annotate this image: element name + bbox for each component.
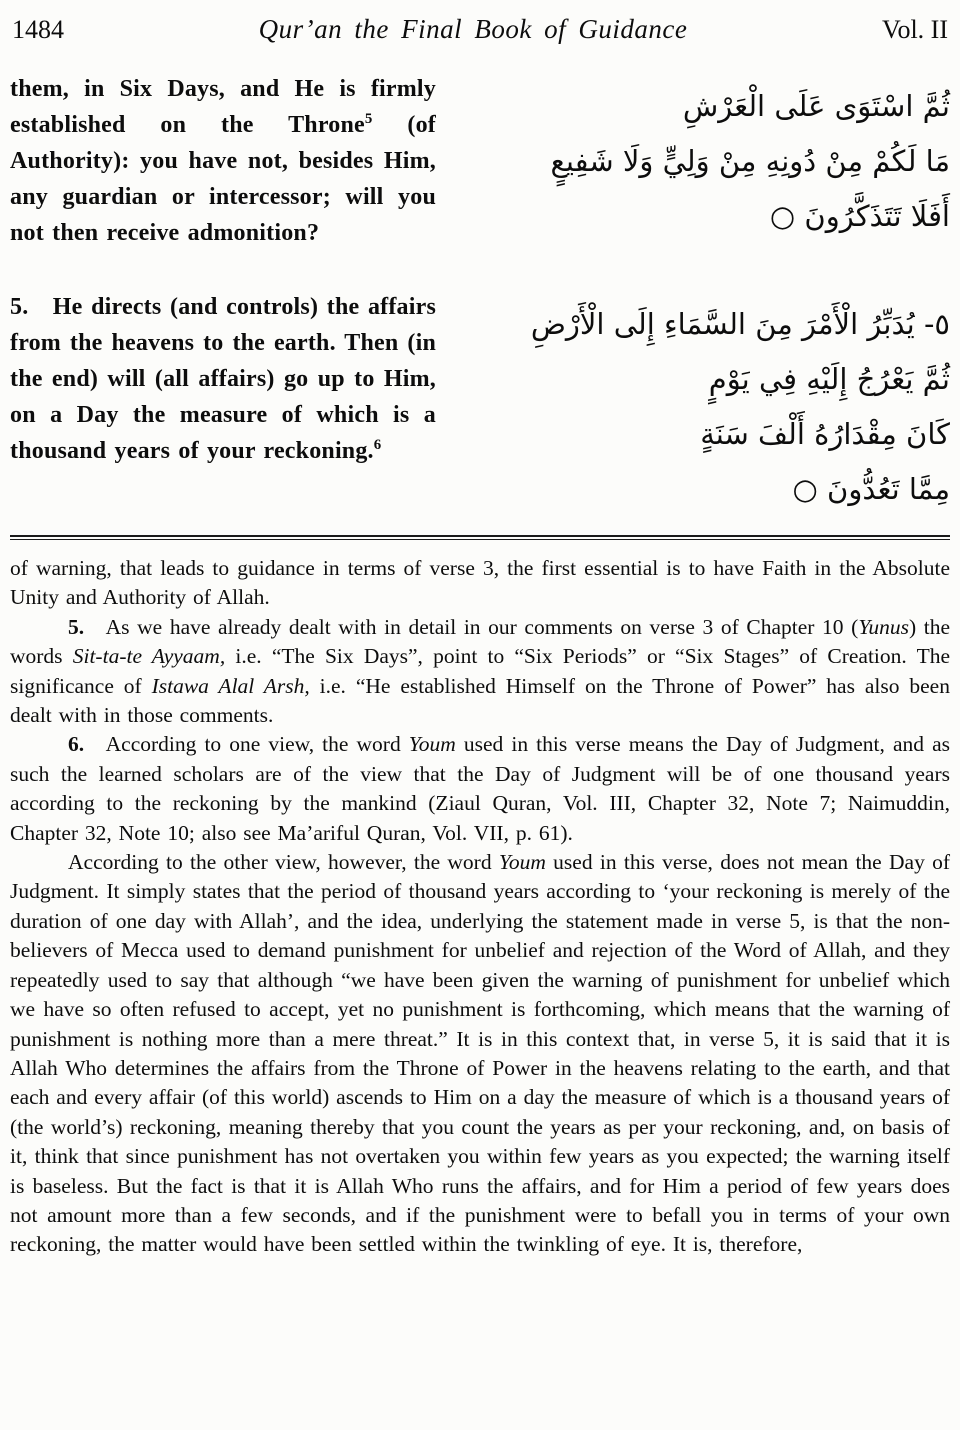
volume-label: Vol. II	[882, 15, 948, 44]
arabic-verse	[448, 71, 950, 244]
arabic-line: ثُمَّ يَعْرُجُ إِلَيْهِ فِي يَوْمٍ	[708, 362, 950, 396]
page-number: 1484	[12, 15, 64, 44]
verse-section	[10, 45, 950, 517]
arabic-line: مَا لَكُمْ مِنْ دُونِهِ مِنْ وَلِيٍّ وَلَا شَفِيعٍ	[550, 144, 950, 178]
translation-paragraph: 5. He directs (and controls) the affairs from the heavens to the earth. Then (in the end) will (all affairs) go up to Him, on a Day the measure of which is a thousand years of your reckoning.$^6$	[10, 294, 436, 464]
verse-row	[10, 71, 950, 251]
arabic-line: أَفَلَا تَتَذَكَّرُونَ ○	[769, 199, 950, 233]
arabic-line: مِمَّا تَعُدُّونَ ○	[792, 472, 950, 506]
arabic-line: ٥- يُدَبِّرُ الْأَمْرَ مِنَ السَّمَاءِ إِلَى الْأَرْضِ	[530, 307, 950, 341]
translation-paragraph: them, in Six Days, and He is firmly established on the Throne$^5$ (of Authority): you have not, besides Him, any guardian or intercessor; will you not then receive admonition?	[10, 76, 436, 246]
commentary-paragraph: According to the other view, however, the word Youm used in this verse, does not mean the Day of Judgment. It simply states that the period of thousand years according to ‘your reckoning is merely of the duration of one day with Allah’, and the idea, underlying the statement made in verse 5, is that the non-believers of Mecca used to demand punishment for unbelief and rejection of the Word of Allah, and they repeatedly used to say that although “we have been given the warning of punishment for unbelief which we have so often refused to accept, yet no punishment is forthcoming, which means that the warning of punishment is nothing more than a mere threat.” It is in this context that, in verse 5, it is said that it is Allah Who determines the affairs from the Throne of Power in the heavens relating to the earth, and that each and every affair (of this world) ascends to Him on a day the measure of which is a thousand years of (the world’s) reckoning, meaning thereby that you count the years as per your reckoning, and, on basis of it, think that since punishment has not overtaken you within few years as you expected; the warning itself is baseless. But the fact is that it is Allah Who runs the affairs, and for Him a period of few years does not amount more than a few seconds, and if the punishment were to befall you in terms of your own reckoning, the matter would have been settled within the twinkling of eye. It is, therefore,	[10, 850, 951, 1257]
verse-row	[10, 289, 950, 517]
commentary-paragraph: 6. According to one view, the word Youm used in this verse means the Day of Judgment, and as such the learned scholars are of the view that the Day of Judgment will be of one thousand years according to the reckoning by the mankind (Ziaul Quran, Vol. III, Chapter 32, Note 7; Naimuddin, Chapter 32, Note 10; also see Ma’ariful Quran, Vol. VII, p. 61).	[10, 732, 950, 845]
arabic-line: ثُمَّ اسْتَوَى عَلَى الْعَرْشِ	[682, 89, 950, 123]
arabic-line: كَانَ مِقْدَارُهُ أَلْفَ سَنَةٍ	[700, 417, 950, 451]
page-header	[10, 14, 950, 45]
book-title: Qur’an the Final Book of Guidance	[258, 14, 688, 44]
commentary-paragraph: of warning, that leads to guidance in terms of verse 3, the first essential is to have Faith in the Absolute Unity and Authority of Allah.	[10, 556, 950, 610]
commentary-paragraph: 5. As we have already dealt with in detail in our comments on verse 3 of Chapter 10 (Yunus) the words Sit-ta-te Ayyaam, i.e. “The Six Days”, point to “Six Periods” or “Six Stages” of Creation. The significance of Istawa Alal Arsh, i.e. “He established Himself on the Throne of Power” has also been dealt with in those comments.	[10, 614, 950, 728]
arabic-verse	[448, 289, 950, 517]
commentary-section	[10, 540, 950, 1260]
